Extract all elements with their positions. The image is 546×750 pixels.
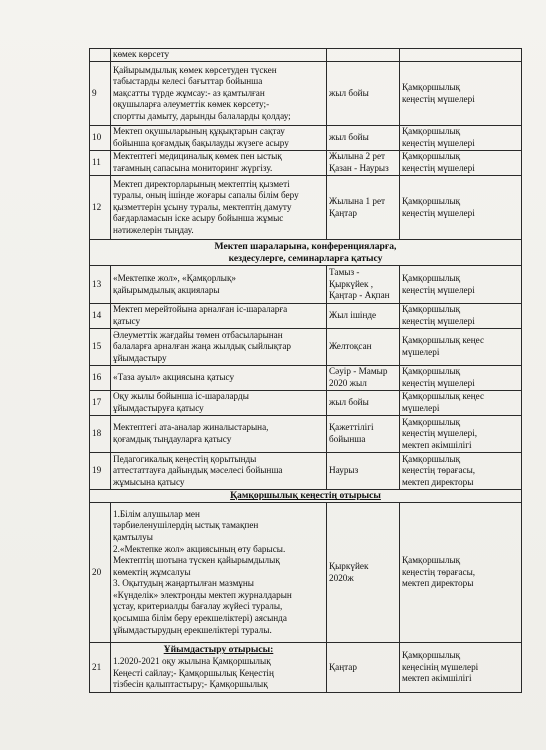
row-responsible: Қамқоршылық кеңестің мүшелері xyxy=(400,126,522,151)
table-row xyxy=(90,62,522,126)
row-responsible: Қамқоршылық кеңес мүшелері xyxy=(400,391,522,416)
section-heading-row xyxy=(90,240,522,266)
row-responsible: Қамқоршылық кеңестің мүшелері, мектеп әкімшілігі xyxy=(400,416,522,453)
plan-table xyxy=(89,48,522,693)
row-responsible: Қамқоршылық кеңестің мүшелері xyxy=(400,266,522,304)
row-number: 20 xyxy=(90,503,111,643)
row-time: Қыркүйек 2020ж xyxy=(327,503,400,643)
row-number: 12 xyxy=(90,176,111,240)
row-time: Жылына 1 рет Қаңтар xyxy=(327,176,400,240)
row-responsible: Қамқоршылық кеңес мүшелері xyxy=(400,329,522,366)
row-event: Мектептегі медициналық көмек пен ыстық тағамның сапасына мониторинг жүргізу. xyxy=(111,151,327,176)
row-time: Жылына 2 рет Қазан - Наурыз xyxy=(327,151,400,176)
row-event: Педагогикалық кеңестің қорытынды аттестаттауға дайындық мәселесі бойынша жұмысына қатысу xyxy=(111,453,327,490)
row-event: Мектеп оқушыларының құқықтарын сақтау бойынша қоғамдық бақылауды жүзеге асыру xyxy=(111,126,327,151)
row-time xyxy=(327,49,400,62)
row-time: жыл бойы xyxy=(327,391,400,416)
table-row xyxy=(90,453,522,490)
row-event xyxy=(111,643,327,693)
row-responsible: Қамқоршылық кеңестің мүшелері xyxy=(400,304,522,329)
row-time: Желтоқсан xyxy=(327,329,400,366)
row-event: Әлеуметтік жағдайы төмен отбасыларынан балаларға арналған жаңа жылдық сыйлықтар ұйымдастыру xyxy=(111,329,327,366)
section-heading-text: Қамқоршылық кеңестің отырысы xyxy=(230,490,381,502)
row-time: жыл бойы xyxy=(327,62,400,126)
row-time: Қажеттілігі бойынша xyxy=(327,416,400,453)
row-number: 19 xyxy=(90,453,111,490)
row-time: Жыл ішінде xyxy=(327,304,400,329)
table-row xyxy=(90,304,522,329)
row-event: Мектеп директорларының мектептің қызметі туралы, оның ішінде жоғары сапалы білім беру қызметтерін ұсыну туралы, мектептің дамуту бағдарламасын іске асыру бойынша жұмыс нәтижелерін тыңдау. xyxy=(111,176,327,240)
row-number: 14 xyxy=(90,304,111,329)
row-time: Сәуір - Мамыр 2020 жыл xyxy=(327,366,400,391)
row-number: 15 xyxy=(90,329,111,366)
row-number xyxy=(90,49,111,62)
row-time: Наурыз xyxy=(327,453,400,490)
table-row xyxy=(90,49,522,62)
row-event: «Мектепке жол», «Қамқорлық» қайырымдылық акциялары xyxy=(111,266,327,304)
table-row xyxy=(90,151,522,176)
row-event: 1.Білім алушылар мен тәрбиеленушілердің ыстық тамақпен қамтылуы 2.«Мектепке жол» акциясының өту барысы. Мектептің шотына түскен қайырымдылық көмектің жұмсалуы 3. Оқытудың жаңартылған мазмұны «Күнделік» электронды мектеп журналдарын ұстау, критериалды бағалау жүйесі туралы, қосымша білім беру ерекшеліктері) аясында ұйымдастырудың ерекшеліктері туралы. xyxy=(111,503,327,643)
section-heading-row xyxy=(90,490,522,503)
row-event: көмек көрсету xyxy=(111,49,327,62)
row-number: 18 xyxy=(90,416,111,453)
row-responsible: Қамқоршылық кеңестің төрағасы, мектеп директоры xyxy=(400,503,522,643)
row-responsible xyxy=(400,49,522,62)
row-event: Мектептегі ата-аналар жиналыстарына, қоғамдық тыңдауларға қатысу xyxy=(111,416,327,453)
row-event-text: 1.2020-2021 оқу жылына Қамқоршылық Кеңесті сайлау;- Қамқоршылық Кеңестің тізбесін қалыптастыру;- Қамқоршылық xyxy=(113,655,274,690)
row-event: Оқу жылы бойынша іс-шараларды ұйымдастыруға қатысу xyxy=(111,391,327,416)
row-number: 11 xyxy=(90,151,111,176)
table-row xyxy=(90,416,522,453)
section-heading xyxy=(113,644,324,656)
row-responsible: Қамқоршылық кеңестің мүшелері xyxy=(400,176,522,240)
row-number: 17 xyxy=(90,391,111,416)
table-row xyxy=(90,503,522,643)
row-responsible: Қамқоршылық кеңесінің мүшелері мектеп әкімшілігі xyxy=(400,643,522,693)
table-row xyxy=(90,126,522,151)
row-event: Мектеп мерейтойына арналған іс-шараларға қатысу xyxy=(111,304,327,329)
section-heading: Мектеп шараларына, конференцияларға, кездесулерге, семинарларға қатысу xyxy=(90,240,522,266)
section-heading xyxy=(90,490,522,503)
row-number: 13 xyxy=(90,266,111,304)
table-row xyxy=(90,329,522,366)
row-number: 16 xyxy=(90,366,111,391)
row-time: Тамыз - Қыркүйек , Қаңтар - Ақпан xyxy=(327,266,400,304)
row-time: жыл бойы xyxy=(327,126,400,151)
row-responsible: Қамқоршылық кеңестің мүшелері xyxy=(400,366,522,391)
row-number: 10 xyxy=(90,126,111,151)
row-event: Қайырымдылық көмек көрсетуден түскен табыстарды келесі бағыттар бойынша мақсатты түрде жұмсау:- аз қамтылған оқушыларға әлеуметтік көмек көрсету;- спортты дамыту, дарынды балаларды қолдау; xyxy=(111,62,327,126)
table-row xyxy=(90,366,522,391)
row-event: «Таза ауыл» акциясына қатысу xyxy=(111,366,327,391)
table-row xyxy=(90,266,522,304)
row-time: Қаңтар xyxy=(327,643,400,693)
row-number: 9 xyxy=(90,62,111,126)
row-number: 21 xyxy=(90,643,111,693)
table-row xyxy=(90,391,522,416)
row-responsible: Қамқоршылық кеңестің төрағасы, мектеп директоры xyxy=(400,453,522,490)
row-responsible: Қамқоршылық кеңестің мүшелері xyxy=(400,62,522,126)
table-row xyxy=(90,176,522,240)
row-responsible: Қамқоршылық кеңестің мүшелері xyxy=(400,151,522,176)
table-row xyxy=(90,643,522,693)
section-heading-text: Ұйымдастыру отырысы: xyxy=(163,644,274,656)
